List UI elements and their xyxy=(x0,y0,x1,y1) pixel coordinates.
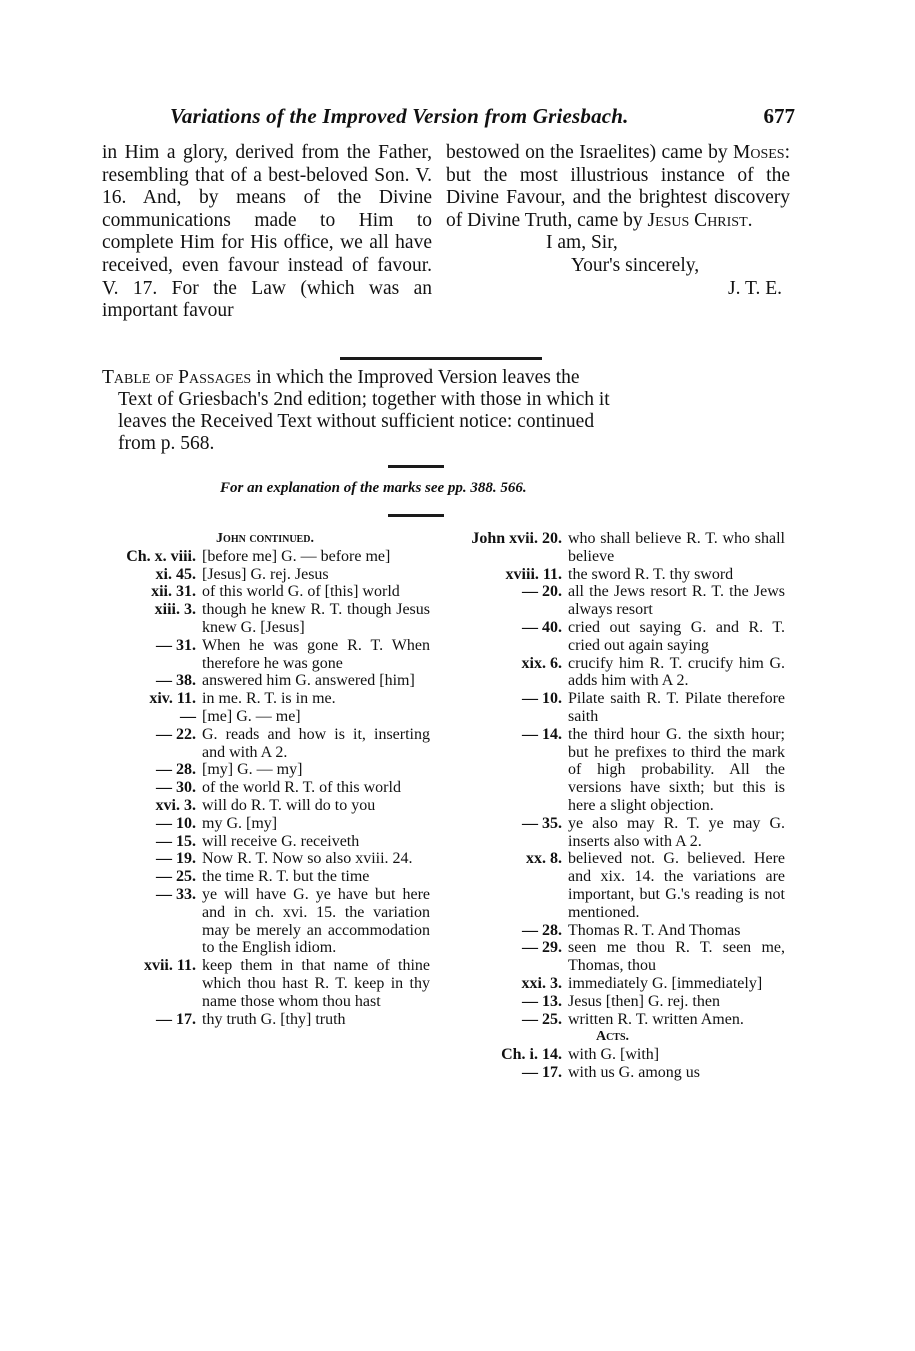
prose-left-column xyxy=(102,142,432,323)
passage-variation: with G. [with] xyxy=(568,1046,660,1064)
passage-entry xyxy=(100,708,430,726)
passage-variation: G. reads and how is it, inserting and with A 2. xyxy=(202,725,430,761)
passage-entry xyxy=(440,1064,785,1082)
passage-entry xyxy=(440,993,785,1011)
passage-variation: crucify him R. T. crucify him G. adds him with A 2. xyxy=(568,654,785,690)
passage-entry xyxy=(100,850,430,868)
passage-entry xyxy=(440,815,785,851)
passage-entry xyxy=(100,761,430,779)
passage-entry xyxy=(440,619,785,655)
passage-entry xyxy=(440,583,785,619)
passage-variation: Thomas R. T. And Thomas xyxy=(568,921,741,939)
passage-variation: of this world G. of [this] world xyxy=(202,583,400,601)
passage-variation: ye also may R. T. ye may G. inserts also with A 2. xyxy=(568,814,785,850)
passage-entry xyxy=(100,583,430,601)
prose-paragraph: in Him a glory, derived from the Father, resembling that of a best-beloved Son. V. 16. And, by means of the Divine communications made to Him to complete Him for His office, we all have received, even favour instead of favour. V. 17. For the Law (which was an important favour xyxy=(102,142,432,322)
passage-entry xyxy=(100,957,430,1010)
passage-reference: — 35. xyxy=(522,814,562,832)
passage-variation: written R. T. written Amen. xyxy=(568,1010,744,1028)
running-header xyxy=(170,104,795,132)
passage-entry xyxy=(440,566,785,584)
passage-entry xyxy=(440,975,785,993)
passage-reference: — 15. xyxy=(156,832,196,850)
passage-reference: — 13. xyxy=(522,992,562,1010)
passage-reference: — 33. xyxy=(156,885,196,903)
passage-variation: seen me thou R. T. seen me, Thomas, thou xyxy=(568,939,785,975)
passage-entry xyxy=(440,939,785,975)
running-title: Variations of the Improved Version from Griesbach. xyxy=(170,104,629,128)
signoff-line: Your's sincerely, xyxy=(571,254,700,276)
short-divider xyxy=(388,514,444,517)
passage-reference: — 28. xyxy=(156,761,196,779)
passage-reference: — 17. xyxy=(156,1010,196,1028)
passage-reference: xii. 31. xyxy=(151,583,196,601)
passage-reference: — 14. xyxy=(522,725,562,743)
page-number: 677 xyxy=(763,104,795,128)
passage-reference: xix. 6. xyxy=(521,654,562,672)
book-heading: Acts. xyxy=(595,1029,630,1045)
table-title: Table of Passages in which the Improved Version leaves the Text of Griesbach's 2nd edition; together with those in which it leaves the Received Text without sufficient notice: continued from p. 568. xyxy=(102,367,610,454)
passage-entry xyxy=(100,886,430,957)
passage-variation: though he knew R. T. though Jesus knew G. [Jesus] xyxy=(202,601,430,636)
passage-variation: ye will have G. ye have but here and in ch. xvi. 15. the variation may be merely an accommodation to the English idiom. xyxy=(202,885,430,957)
passage-variation: all the Jews resort R. T. the Jews always resort xyxy=(568,583,785,619)
passage-reference: — 19. xyxy=(156,850,196,868)
passage-entry xyxy=(100,548,430,566)
passage-variation: answered him G. answered [him] xyxy=(202,672,415,690)
passage-variation: who shall believe R. T. who shall believe xyxy=(568,530,785,565)
passage-entry xyxy=(100,566,430,584)
book-heading: John continued. xyxy=(216,531,314,546)
passage-entry xyxy=(100,672,430,690)
passage-variation: Pilate saith R. T. Pilate therefore saith xyxy=(568,690,785,725)
passage-reference: xvii. 11. xyxy=(143,957,196,975)
passage-entry xyxy=(100,637,430,673)
passage-variation: will receive G. receiveth xyxy=(202,832,360,850)
passage-reference: — 28. xyxy=(522,921,562,939)
passage-variation: with us G. among us xyxy=(568,1063,700,1081)
passage-variation: Jesus [then] G. rej. then xyxy=(568,992,720,1010)
passage-reference: — 30. xyxy=(156,779,196,797)
marks-explanation: For an explanation of the marks see pp. 388. 566. xyxy=(220,480,527,496)
passage-entry xyxy=(440,726,785,815)
signoff-line: I am, Sir, xyxy=(546,232,618,254)
passage-entry xyxy=(100,868,430,886)
passage-variation: the third hour G. the sixth hour; but he prefixes to third the mark of high probability. All the versions have sixth; but this is here a slight objection. xyxy=(568,725,785,814)
passage-reference: xiv. 11. xyxy=(149,690,196,708)
passage-entry xyxy=(440,1011,785,1029)
passage-reference: xi. 45. xyxy=(155,565,196,583)
passage-reference: — 29. xyxy=(522,939,562,957)
prose-paragraph: bestowed on the Israelites) came by Moses: but the most illustrious instance of the Divine Favour, and the brightest discovery of Divine Truth, came by Jesus Christ. xyxy=(446,142,790,231)
prose-right-column xyxy=(446,142,790,300)
passage-reference: — 25. xyxy=(156,868,196,886)
passage-reference: xx. 8. xyxy=(526,850,562,868)
section-divider xyxy=(340,357,542,360)
passage-entry xyxy=(100,779,430,797)
passage-variation: in me. R. T. is in me. xyxy=(202,690,336,708)
passage-variation: cried out saying G. and R. T. cried out again saying xyxy=(568,618,785,654)
passage-entry xyxy=(100,726,430,762)
table-title-lead: Table of Passages xyxy=(102,367,252,388)
passage-entry xyxy=(440,850,785,921)
passage-entry xyxy=(100,601,430,637)
passage-variation: thy truth G. [thy] truth xyxy=(202,1010,346,1028)
passage-variation: immediately G. [immediately] xyxy=(568,974,763,992)
passage-variation: of the world R. T. of this world xyxy=(202,779,401,797)
passage-entry xyxy=(100,690,430,708)
passage-variation: the time R. T. but the time xyxy=(202,868,370,886)
passage-entry xyxy=(440,1046,785,1064)
passage-variation: [Jesus] G. rej. Jesus xyxy=(202,565,329,583)
passage-reference: — 22. xyxy=(156,725,196,743)
passage-entry xyxy=(440,655,785,691)
passage-reference: — 17. xyxy=(522,1063,562,1081)
passage-entry xyxy=(100,815,430,833)
passage-reference: Ch. x. viii. xyxy=(126,547,196,565)
passage-entry xyxy=(440,922,785,940)
passage-variation: my G. [my] xyxy=(202,814,278,832)
passage-variation: keep them in that name of thine which thou hast R. T. keep in thy name those whom thou hast xyxy=(202,957,430,1010)
passage-entry xyxy=(100,833,430,851)
passage-reference: — 10. xyxy=(156,814,196,832)
passage-variation: will do R. T. will do to you xyxy=(202,796,376,814)
passage-entry xyxy=(100,1011,430,1029)
passage-reference: — 38. xyxy=(156,672,196,690)
passage-reference: — 40. xyxy=(522,618,562,636)
passage-variation: [my] G. — my] xyxy=(202,761,303,779)
passages-left-column xyxy=(100,530,430,1028)
passage-reference: xviii. 11. xyxy=(505,565,562,583)
passage-variation: When he was gone R. T. When therefore he was gone xyxy=(202,636,430,672)
passage-reference: John xvii. 20. xyxy=(471,530,562,547)
passage-reference: — xyxy=(180,707,196,725)
passage-reference: Ch. i. 14. xyxy=(501,1046,562,1064)
passage-variation: Now R. T. Now so also xviii. 24. xyxy=(202,850,413,868)
passage-reference: — 20. xyxy=(522,583,562,601)
name-moses: Moses xyxy=(733,142,785,163)
passage-entry xyxy=(100,797,430,815)
passage-variation: believed not. G. believed. Here and xix. 14. the variations are important, but G.'s reading is not mentioned. xyxy=(568,850,785,921)
passage-reference: xiii. 3. xyxy=(154,601,196,619)
passage-reference: — 10. xyxy=(522,690,562,708)
passage-variation: [before me] G. — before me] xyxy=(202,547,391,565)
passage-reference: — 31. xyxy=(156,636,196,654)
passage-reference: xxi. 3. xyxy=(521,974,562,992)
short-divider xyxy=(388,465,444,468)
name-jesus-christ: Jesus Christ xyxy=(647,209,748,231)
passage-entry xyxy=(440,530,785,566)
passage-variation: the sword R. T. thy sword xyxy=(568,565,734,583)
passage-entry xyxy=(440,690,785,726)
passage-reference: xvi. 3. xyxy=(155,796,196,814)
passages-right-column xyxy=(440,530,785,1082)
passage-reference: — 25. xyxy=(522,1010,562,1028)
signature-initials: J. T. E. xyxy=(728,277,782,299)
passage-variation: [me] G. — me] xyxy=(202,707,301,725)
